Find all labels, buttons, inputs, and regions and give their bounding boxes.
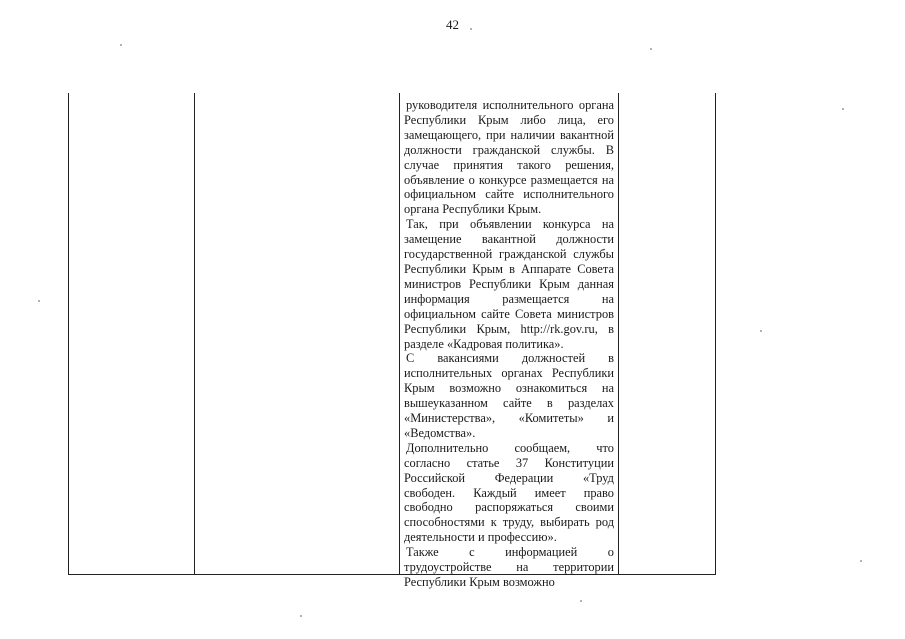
scan-speck (580, 600, 582, 602)
page-number: 42 (446, 17, 459, 32)
scan-speck (760, 330, 762, 332)
scan-speck (650, 48, 652, 50)
document-table (68, 93, 716, 589)
scan-speck (38, 300, 40, 302)
paragraph: Так, при объявлении конкурса на замещение вакантной должности государственной гражданской службы Республики Крым в Аппарате Совета министров Республики Крым данная информация размещается на официальном сайте Совета министров Республики Крым, http://rk.gov.ru, в разделе «Кадровая политика». (404, 217, 614, 351)
scan-speck (300, 615, 302, 617)
paragraph: Также с информацией о трудоустройстве на территории Республики Крым возможно (404, 545, 614, 589)
paragraph: Дополнительно сообщаем, что согласно статье 37 Конституции Российской Федерации «Труд свободен. Каждый имеет право свободно распоряжаться своими способностями к труду, выбирать род деятельности и профессию». (404, 440, 614, 545)
column-divider-3 (618, 93, 619, 574)
column-divider-1 (194, 93, 195, 574)
scan-speck (842, 108, 844, 110)
scan-speck (470, 28, 472, 30)
scan-speck (860, 560, 862, 562)
scan-speck (120, 44, 122, 46)
column-divider-2 (399, 93, 400, 574)
table-cell-text (404, 98, 614, 590)
paragraph: С вакансиями должностей в исполнительных органах Республики Крым возможно ознакомиться на вышеуказанном сайте в разделах «Министерства», «Комитеты» и «Ведомства». (404, 351, 614, 440)
paragraph: руководителя исполнительного органа Республики Крым либо лица, его замещающего, при наличии вакантной должности гражданской службы. В случае принятия такого решения, объявление о конкурсе размещается на официальном сайте исполнительного органа Республики Крым. (404, 98, 614, 217)
